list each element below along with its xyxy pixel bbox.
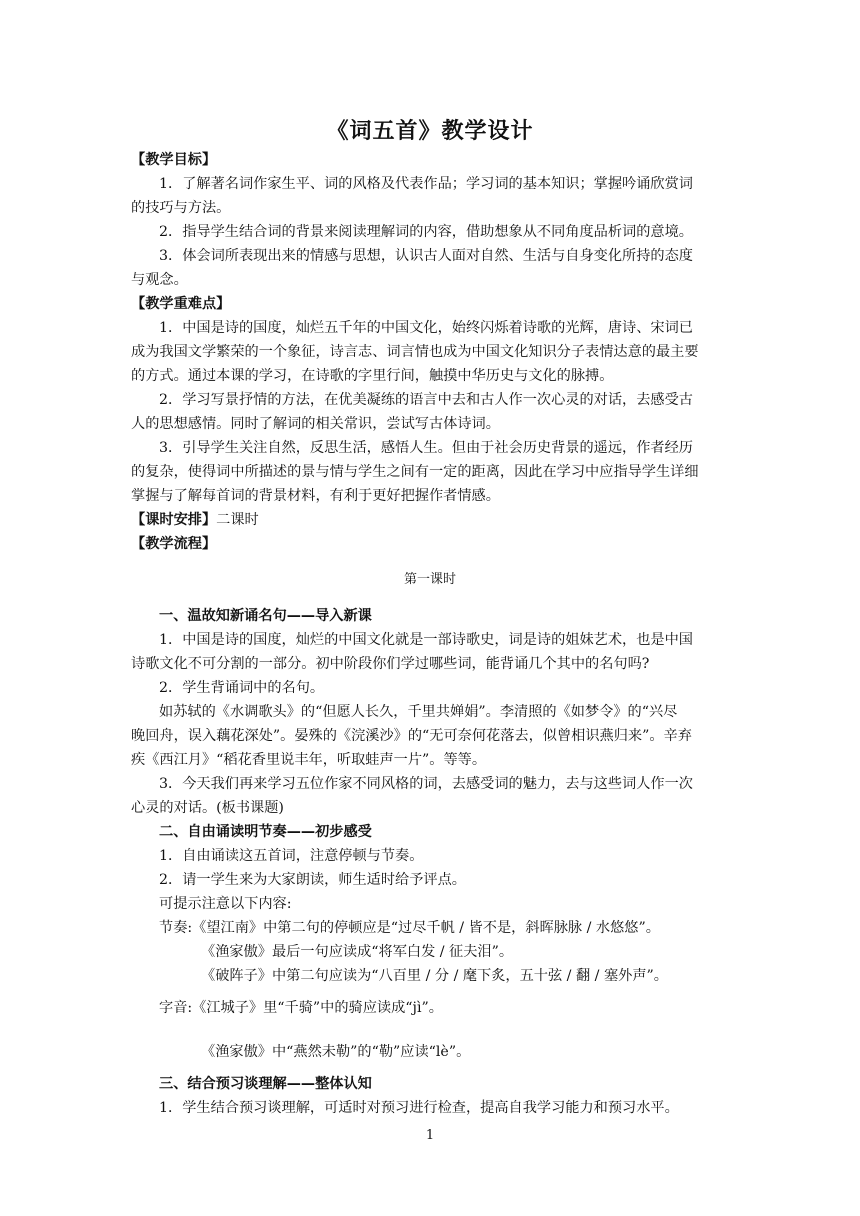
paragraph-line: 2．学习写景抒情的方法，在优美凝练的语言中去和古人作一次心灵的对话，去感受古 (159, 392, 693, 408)
page-number: 1 (425, 1128, 435, 1143)
paragraph-line: 2．学生背诵词中的名句。 (159, 680, 325, 696)
paragraph-line: 心灵的对话。(板书课题) (131, 800, 284, 816)
paragraph-line: 晚回舟，误入藕花深处”。晏殊的《浣溪沙》的“无可奈何花落去，似曾相识燕归来”。辛弃 (131, 728, 692, 744)
paragraph-line: 诗歌文化不可分割的一部分。初中阶段你们学过哪些词，能背诵几个其中的名句吗? (131, 656, 650, 672)
keypoints-heading: 【教学重难点】 (131, 296, 231, 312)
paragraph-line: 1．中国是诗的国度，灿烂的中国文化就是一部诗歌史，词是诗的姐妹艺术，也是中国 (159, 632, 693, 648)
paragraph-line: 掌握与了解每首词的背景材料，有利于更好把握作者情感。 (131, 488, 500, 504)
page-title: 《词五首》教学设计 (326, 119, 534, 144)
paragraph-line: 的方式。通过本课的学习，在诗歌的字里行间，触摸中华历史与文化的脉搏。 (131, 368, 614, 384)
paragraph-line: 2．指导学生结合词的背景来阅读理解词的内容，借助想象从不同角度品析词的意境。 (159, 224, 693, 240)
goals-heading: 【教学目标】 (131, 152, 217, 168)
paragraph-line: 的复杂，使得词中所描述的景与情与学生之间有一定的距离，因此在学习中应指导学生详细 (131, 464, 699, 480)
section-heading: 二、自由诵读明节奏——初步感受 (159, 824, 372, 840)
schedule-heading: 【课时安排】 (131, 512, 217, 528)
paragraph-line: 疾《西江月》“稻花香里说丰年，听取蛙声一片”。等等。 (131, 752, 487, 768)
paragraph-line: 3．引导学生关注自然，反思生活，感悟人生。但由于社会历史背景的遥远，作者经历 (159, 440, 693, 456)
paragraph-line: 《渔家傲》最后一句应读成“将军白发 / 征夫泪”。 (201, 944, 514, 960)
process-heading: 【教学流程】 (131, 536, 217, 552)
paragraph-line: 《渔家傲》中“燕然未勒”的“勒”应读“lè”。 (201, 1044, 471, 1060)
paragraph-line: 成为我国文学繁荣的一个象征，诗言志、词言情也成为中国文化知识分子表情达意的最主要 (131, 344, 699, 360)
paragraph-line: 1．中国是诗的国度，灿烂五千年的中国文化，始终闪烁着诗歌的光辉，唐诗、宋词已 (159, 320, 693, 336)
paragraph-line: 如苏轼的《水调歌头》的“但愿人长久，千里共婵娟”。李清照的《如梦令》的“兴尽 (159, 704, 678, 720)
paragraph-line: 3．今天我们再来学习五位作家不同风格的词，去感受词的魅力，去与这些词人作一次 (159, 776, 693, 792)
paragraph-line: 与观念。 (131, 272, 188, 288)
section-heading: 三、结合预习谈理解——整体认知 (159, 1076, 372, 1092)
paragraph-line: 节奏:《望江南》中第二句的停顿应是“过尽千帆 / 皆不是，斜晖脉脉 / 水悠悠”。 (159, 920, 660, 936)
paragraph-line: 的技巧与方法。 (131, 200, 231, 216)
paragraph-line: 可提示注意以下内容: (159, 896, 292, 912)
paragraph-line: 1．自由诵读这五首词，注意停顿与节奏。 (159, 848, 424, 864)
schedule-value: 二课时 (216, 512, 259, 528)
paragraph-line: 1．了解著名词作家生平、词的风格及代表作品；学习词的基本知识；掌握吟诵欣赏词 (159, 176, 693, 192)
lesson-title: 第一课时 (403, 572, 456, 587)
paragraph-line: 《破阵子》中第二句应读为“八百里 / 分 / 麾下炙，五十弦 / 翻 / 塞外声”。 (201, 968, 668, 984)
section-heading: 一、温故知新诵名句——导入新课 (159, 608, 372, 624)
paragraph-line: 3．体会词所表现出来的情感与思想，认识古人面对自然、生活与自身变化所持的态度 (159, 248, 693, 264)
paragraph-line: 人的思想感情。同时了解词的相关常识，尝试写古体诗词。 (131, 416, 500, 432)
schedule-line (131, 508, 731, 532)
paragraph-line: 2．请一学生来为大家朗读，师生适时给予评点。 (159, 872, 466, 888)
paragraph-line: 字音:《江城子》里“千骑”中的骑应读成“jì”。 (159, 1000, 443, 1016)
paragraph-line: 1．学生结合预习谈理解，可适时对预习进行检查，提高自我学习能力和预习水平。 (159, 1100, 679, 1116)
